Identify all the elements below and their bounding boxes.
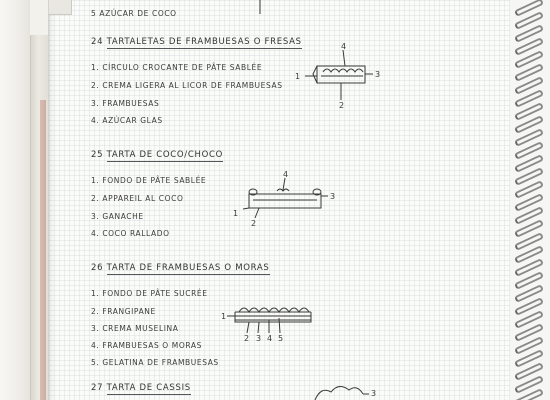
notebook-page (48, 0, 511, 400)
section-25-diagram-label-1: 1 (233, 209, 239, 218)
section-25-diagram-label-2: 2 (251, 219, 257, 228)
section-24-item-4: 4. AZÚCAR GLAS (91, 116, 163, 125)
section-24-diagram (295, 42, 395, 110)
section-26-diagram-label-3: 3 (256, 334, 262, 343)
section-27-heading (91, 383, 191, 393)
section-27-diagram-label-3: 3 (371, 389, 377, 398)
section-26-number: 26 (91, 263, 104, 273)
section-24-item-2: 2. CREMA LIGERA AL LICOR DE FRAMBUESAS (91, 81, 283, 90)
section-25-number: 25 (91, 150, 104, 160)
section-24-title: TARTALETAS DE FRAMBUESAS O FRESAS (106, 37, 302, 47)
spiral-binding (510, 0, 550, 400)
section-25-item-1: 1. FONDO DE PÂTE SABLÉE (91, 176, 207, 185)
section-27-title: TARTA DE CASSIS (106, 383, 191, 393)
section-26-diagram-label-1: 1 (221, 312, 227, 321)
section-26-item-2: 2. FRANGIPANE (91, 307, 156, 316)
top-partial-text: AZÚCAR DE COCO (99, 9, 177, 18)
section-24-item-3: 3. FRAMBUESAS (91, 99, 160, 108)
section-27-diagram (311, 380, 381, 400)
notebook-left-edge (0, 0, 30, 400)
section-24-diagram-label-2: 2 (339, 101, 345, 110)
section-26-diagram-label-2: 2 (244, 334, 250, 343)
red-cover-edge (40, 100, 46, 400)
section-25-item-2: 2. APPAREIL AL COCO (91, 194, 184, 203)
section-26-item-5: 5. GELATINA DE FRAMBUESAS (91, 358, 219, 367)
section-25-diagram-label-4: 4 (283, 170, 289, 179)
top-partial-number: 5 (91, 9, 97, 18)
section-24-diagram-label-1: 1 (295, 72, 301, 81)
section-25-diagram (231, 172, 351, 227)
section-26-diagram-label-5: 5 (278, 334, 284, 343)
top-partial-item (91, 9, 177, 18)
section-25-item-4: 4. COCO RALLADO (91, 229, 170, 238)
section-24-diagram-label-4: 4 (341, 42, 347, 51)
section-25-diagram-label-3: 3 (330, 192, 336, 201)
section-26-title: TARTA DE FRAMBUESAS O MORAS (106, 263, 270, 273)
section-26-heading (91, 263, 270, 273)
section-26-item-1: 1. FONDO DE PÂTE SUCRÉE (91, 289, 208, 298)
section-25-title: TARTA DE COCO/CHOCO (106, 150, 223, 160)
section-25-heading (91, 150, 223, 160)
section-25-item-3: 3. GANACHE (91, 212, 144, 221)
section-26-diagram-label-4: 4 (267, 334, 273, 343)
page-corner-tab (49, 0, 72, 15)
section-24-item-1: 1. CÍRCULO CROCANTE DE PÂTE SABLÉE (91, 63, 263, 72)
section-24-number: 24 (91, 37, 104, 47)
section-26-item-4: 4. FRAMBUESAS O MORAS (91, 341, 202, 350)
top-partial-sketch-line (257, 0, 267, 16)
section-24-heading (91, 37, 302, 47)
section-27-number: 27 (91, 383, 104, 393)
section-24-diagram-label-3: 3 (375, 70, 381, 79)
section-26-item-3: 3. CREMA MUSELINA (91, 324, 179, 333)
section-26-diagram (221, 300, 341, 345)
